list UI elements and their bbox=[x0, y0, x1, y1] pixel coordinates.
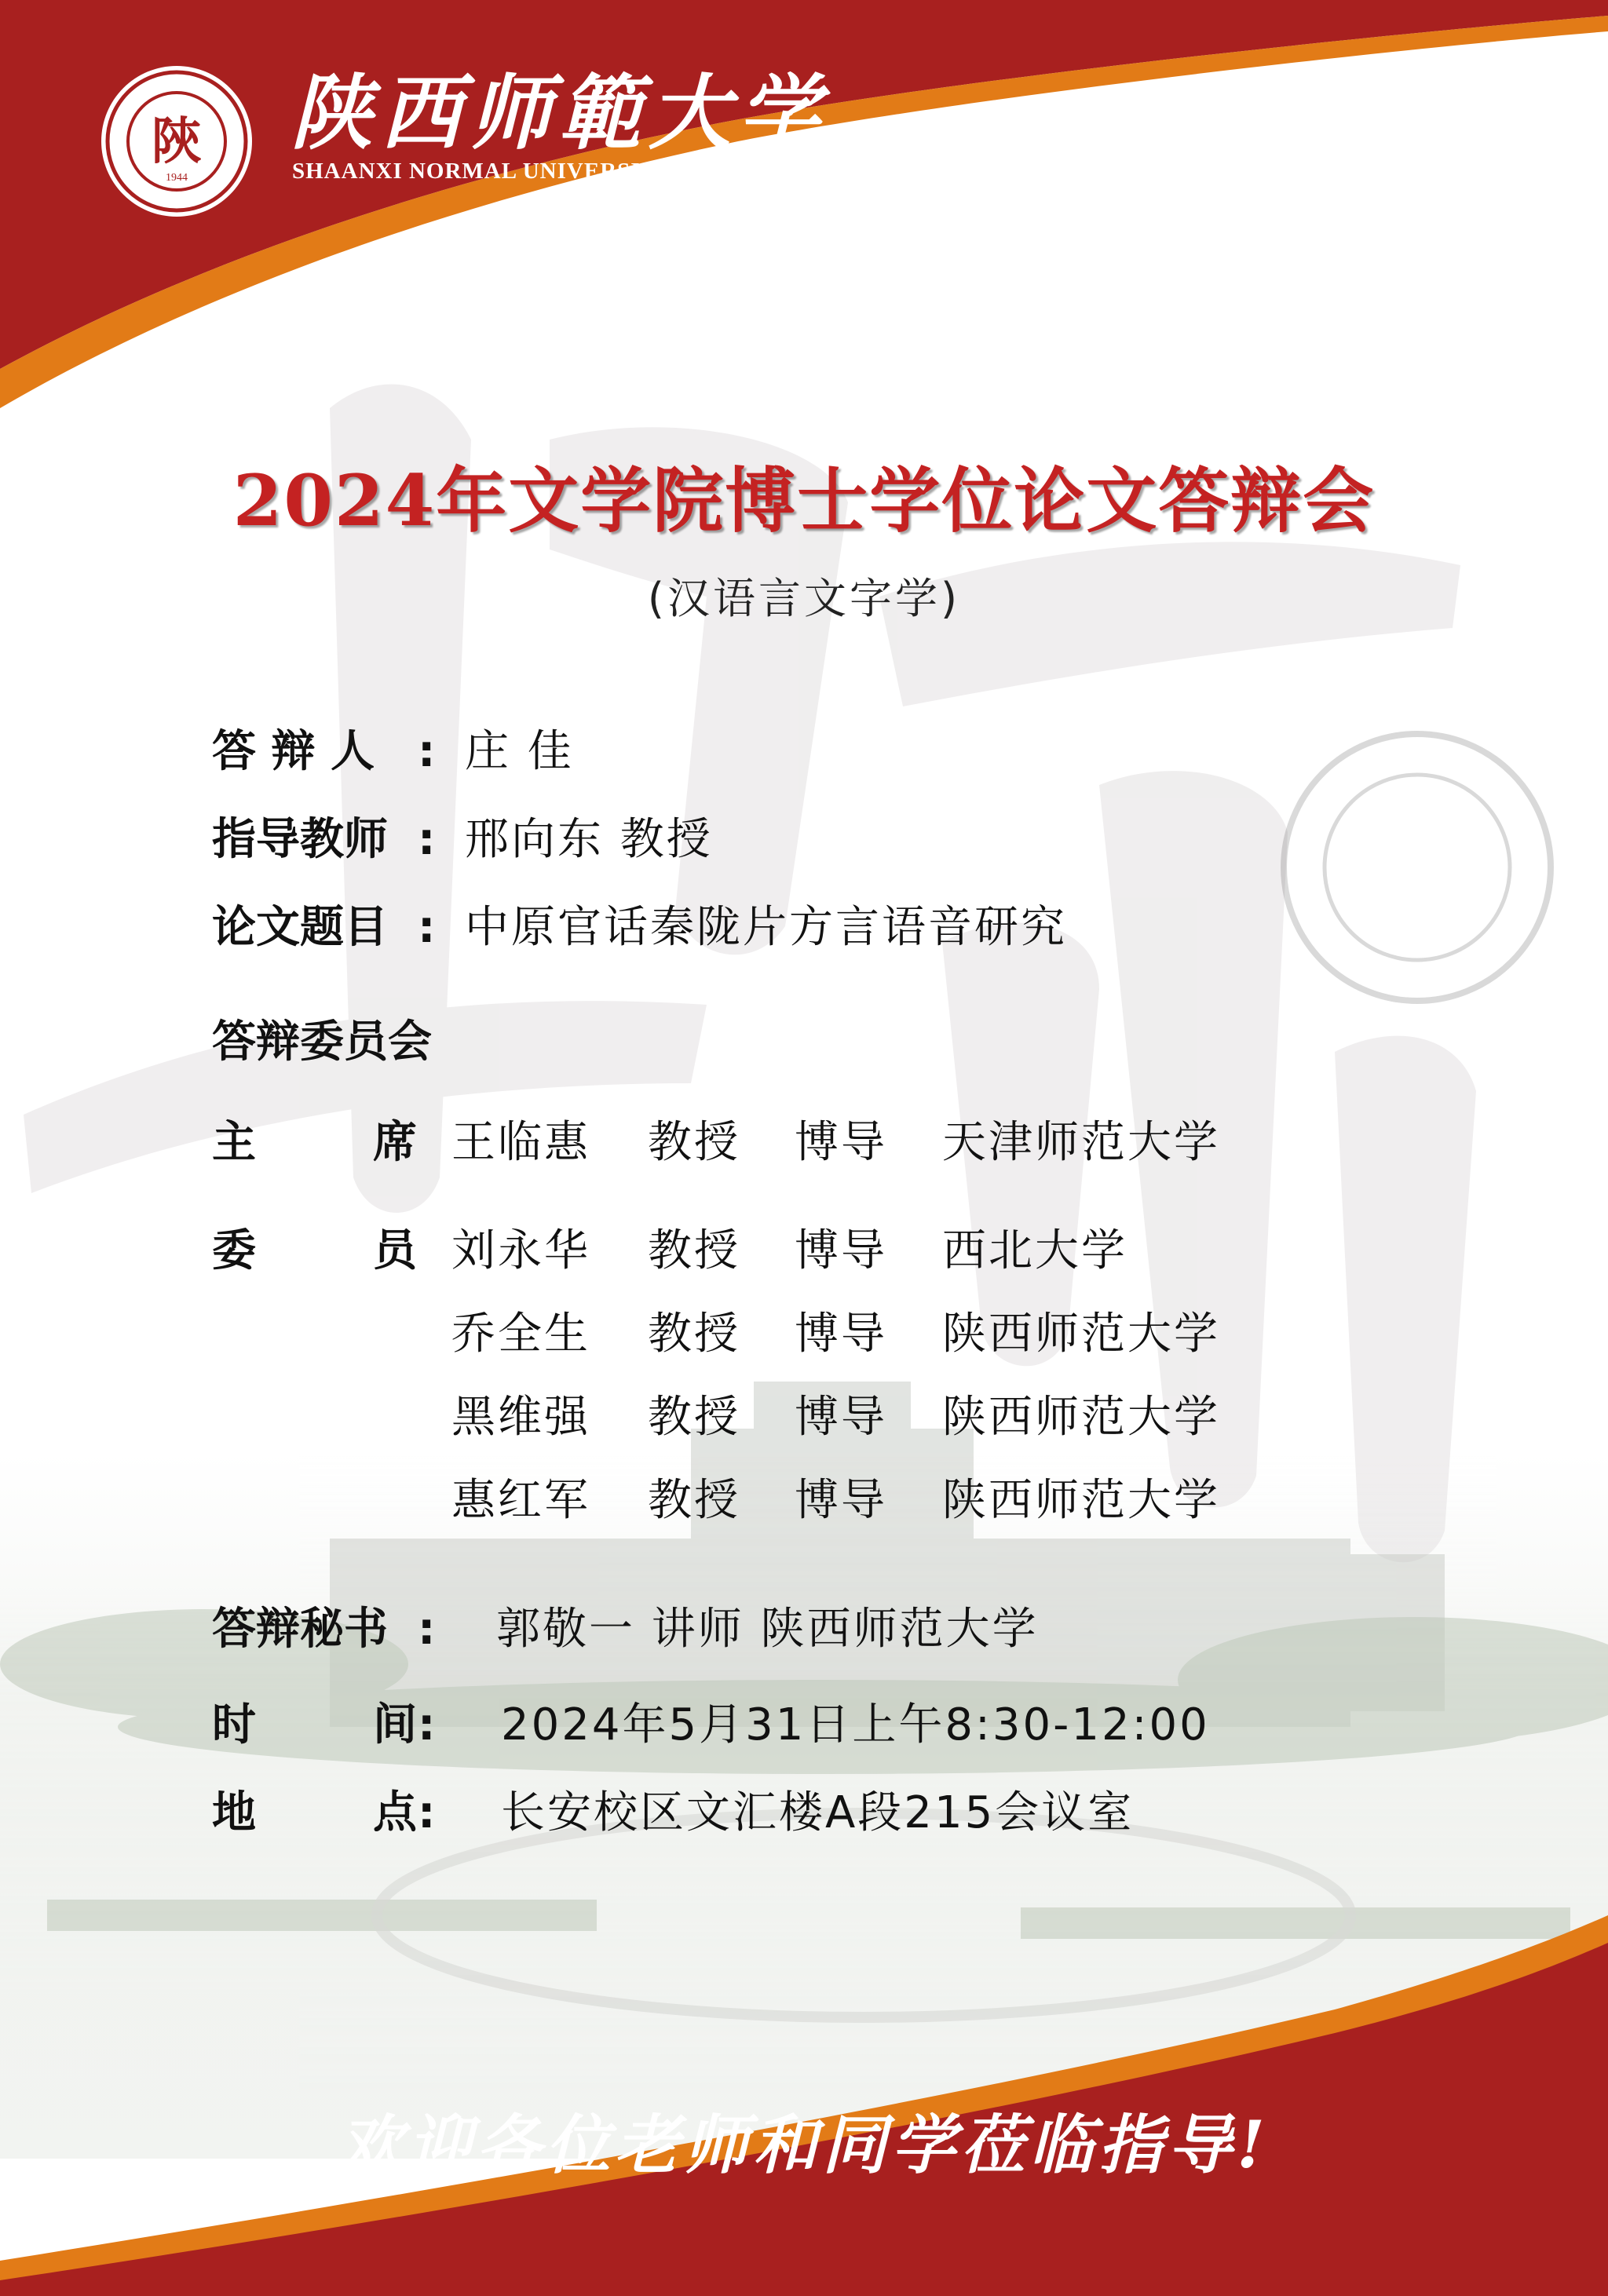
committee-member-row bbox=[212, 1392, 1311, 1451]
chair-label-a: 主 bbox=[212, 1117, 258, 1168]
member-label-a: 委 bbox=[212, 1225, 258, 1276]
watermark-seal bbox=[1284, 734, 1551, 1001]
colon: : bbox=[418, 1604, 436, 1655]
member-org: 陕西师范大学 bbox=[942, 1475, 1220, 1526]
topic-label: 论文题目 bbox=[212, 902, 388, 953]
secretary-value: 郭敬一 讲师 陕西师范大学 bbox=[496, 1604, 1039, 1655]
university-name-en: SHAANXI NORMAL UNIVERSITY bbox=[292, 159, 674, 184]
committee-member-row bbox=[212, 1225, 1311, 1284]
member-role: 博导 bbox=[795, 1475, 887, 1526]
place-value: 长安校区文汇楼A段215会议室 bbox=[501, 1787, 1135, 1838]
member-role: 博导 bbox=[795, 1392, 887, 1443]
colon: : bbox=[418, 902, 436, 953]
member-title: 教授 bbox=[648, 1392, 740, 1443]
committee-chair-row bbox=[212, 1117, 1311, 1176]
colon: : bbox=[418, 1699, 436, 1750]
svg-text:陝: 陝 bbox=[152, 112, 202, 171]
member-title: 教授 bbox=[648, 1309, 740, 1360]
advisor-label: 指导教师 bbox=[212, 814, 388, 865]
svg-text:1944: 1944 bbox=[166, 172, 188, 184]
calligraphy-watermark bbox=[24, 384, 1476, 1562]
member-org: 陕西师范大学 bbox=[942, 1392, 1220, 1443]
chair-title: 教授 bbox=[648, 1117, 740, 1168]
time-label-a: 时 bbox=[212, 1699, 256, 1750]
chair-org: 天津师范大学 bbox=[942, 1117, 1220, 1168]
member-title: 教授 bbox=[648, 1225, 740, 1276]
member-name: 刘永华 bbox=[451, 1225, 590, 1276]
university-seal-icon bbox=[98, 63, 255, 220]
committee-heading: 答辩委员会 bbox=[212, 1017, 432, 1068]
page-subtitle: (汉语言文字学) bbox=[647, 574, 961, 623]
colon: : bbox=[418, 726, 436, 777]
defender-label: 答 辩 人 bbox=[212, 726, 375, 777]
member-label-b: 员 bbox=[373, 1225, 419, 1276]
university-name-cn: 陕西师範大学 bbox=[291, 64, 828, 161]
member-title: 教授 bbox=[648, 1475, 740, 1526]
member-name: 惠红军 bbox=[451, 1475, 590, 1526]
time-label-b: 间 bbox=[373, 1699, 417, 1750]
page-title: 2024年文学院博士学位论文答辩会 bbox=[232, 459, 1376, 542]
advisor-value: 邢向东 教授 bbox=[465, 814, 713, 865]
committee-member-row bbox=[212, 1475, 1311, 1534]
chair-role: 博导 bbox=[795, 1117, 887, 1168]
colon: : bbox=[418, 1787, 436, 1838]
member-role: 博导 bbox=[795, 1309, 887, 1360]
defender-name: 庄 佳 bbox=[465, 726, 574, 777]
time-value: 2024年5月31日上午8:30-12:00 bbox=[501, 1699, 1210, 1750]
colon: : bbox=[418, 814, 436, 865]
member-org: 陕西师范大学 bbox=[942, 1309, 1220, 1360]
topic-value: 中原官话秦陇片方言语音研究 bbox=[465, 902, 1067, 953]
secretary-label: 答辩秘书 bbox=[212, 1604, 388, 1655]
member-org: 西北大学 bbox=[942, 1225, 1127, 1276]
place-label-b: 点 bbox=[373, 1787, 417, 1838]
member-name: 黑维强 bbox=[451, 1392, 590, 1443]
chair-name: 王临惠 bbox=[451, 1117, 590, 1168]
member-role: 博导 bbox=[795, 1225, 887, 1276]
member-name: 乔全生 bbox=[451, 1309, 590, 1360]
chair-label-b: 席 bbox=[373, 1117, 419, 1168]
welcome-message: 欢迎各位老师和同学莅临指导! bbox=[338, 2108, 1270, 2183]
place-label-a: 地 bbox=[212, 1787, 256, 1838]
committee-member-row bbox=[212, 1309, 1311, 1367]
